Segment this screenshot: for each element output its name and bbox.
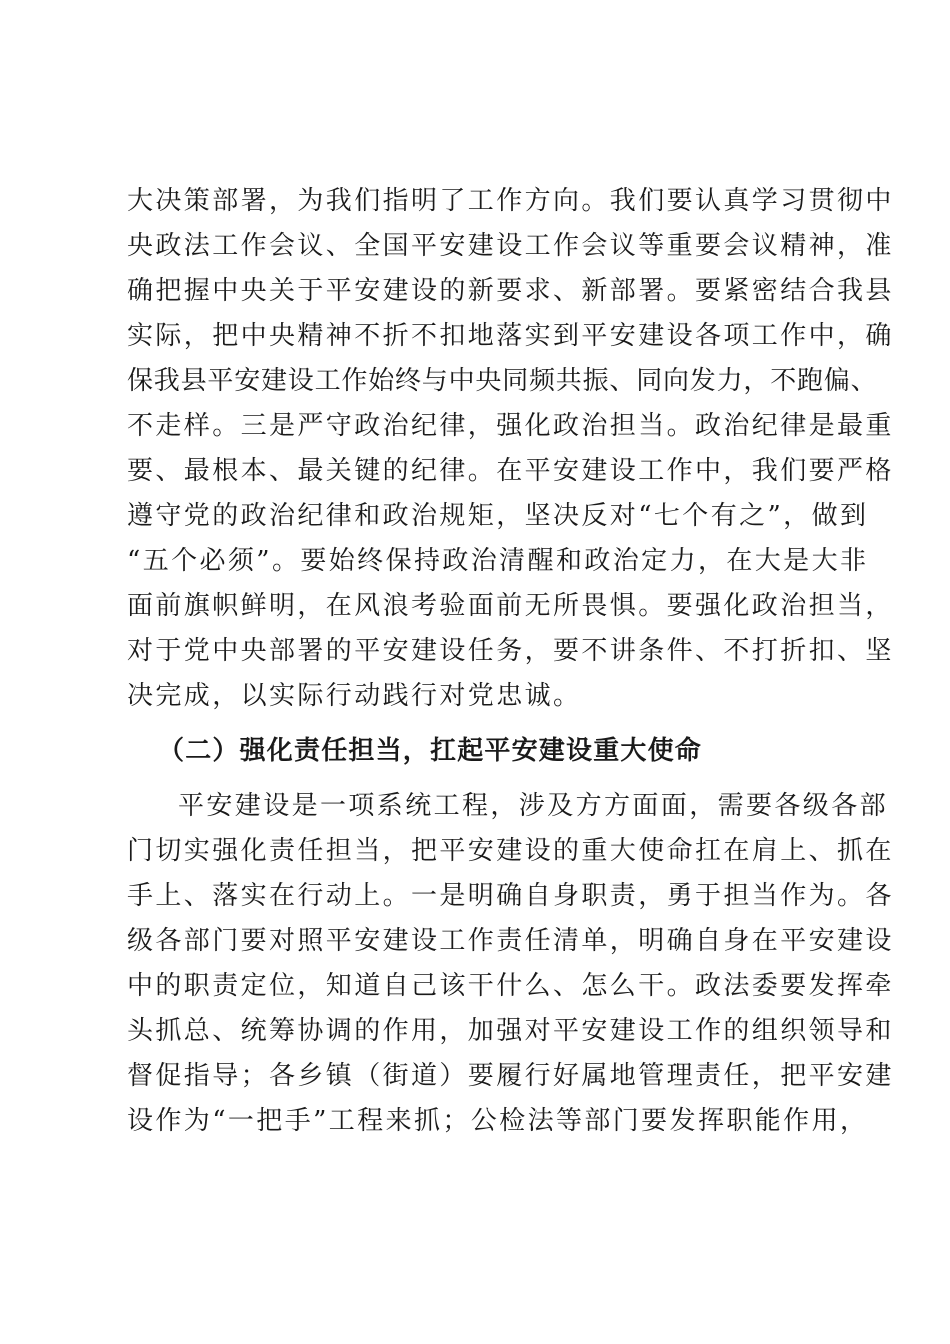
text-line: 保我县平安建设工作始终与中央同频共振、同向发力，不跑偏、 — [127, 366, 878, 396]
text-line: 设作为“一把手”工程来抓；公检法等部门要发挥职能作用， — [127, 1106, 869, 1136]
text-line: 要、最根本、最关键的纪律。在平安建设工作中，我们要严格 — [127, 456, 894, 486]
text-line: 遵守党的政治纪律和政治规矩，坚决反对“七个有之”，做到 — [127, 501, 869, 531]
text-line: 级各部门要对照平安建设工作责任清单，明确自身在平安建设 — [127, 926, 894, 956]
text-line: 实际，把中央精神不折不扣地落实到平安建设各项工作中，确 — [127, 321, 894, 351]
text-line: 中的职责定位，知道自己该干什么、怎么干。政法委要发挥牵 — [127, 971, 894, 1001]
text-line: 不走样。三是严守政治纪律，强化政治担当。政治纪律是最重 — [127, 411, 894, 441]
text-line: 督促指导；各乡镇（街道）要履行好属地管理责任，把平安建 — [127, 1061, 894, 1091]
text-line: “五个必须”。要始终保持政治清醒和政治定力，在大是大非 — [127, 546, 869, 576]
text-line: 确把握中央关于平安建设的新要求、新部署。要紧密结合我县 — [127, 276, 894, 306]
text-line: 央政法工作会议、全国平安建设工作会议等重要会议精神，准 — [127, 231, 894, 261]
section-heading: （二）强化责任担当，扛起平安建设重大使命 — [158, 736, 703, 766]
text-line: 门切实强化责任担当，把平安建设的重大使命扛在肩上、抓在 — [127, 836, 894, 866]
text-line: 对于党中央部署的平安建设任务，要不讲条件、不打折扣、坚 — [127, 636, 894, 666]
text-line: 决完成，以实际行动践行对党忠诚。 — [127, 681, 582, 711]
text-line: 手上、落实在行动上。一是明确自身职责，勇于担当作为。各 — [127, 881, 894, 911]
text-line: 面前旗帜鲜明，在风浪考验面前无所畏惧。要强化政治担当， — [127, 591, 894, 621]
text-line: 平安建设是一项系统工程，涉及方方面面，需要各级各部 — [178, 791, 889, 821]
text-line: 头抓总、统筹协调的作用，加强对平安建设工作的组织领导和 — [127, 1016, 894, 1046]
text-line: 大决策部署，为我们指明了工作方向。我们要认真学习贯彻中 — [127, 186, 894, 216]
